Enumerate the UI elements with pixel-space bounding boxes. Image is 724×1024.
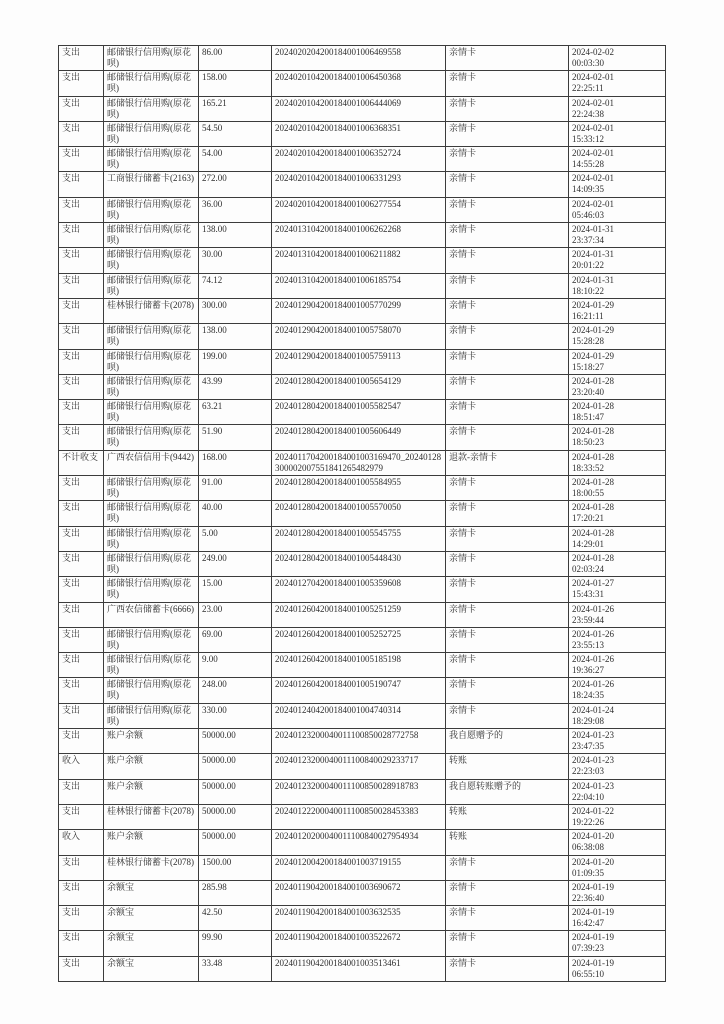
cell-note: 亲情卡 <box>446 121 569 146</box>
cell-amount: 40.00 <box>199 501 272 526</box>
cell-transaction-id: 2024011704200184001003169470_20240128300002007551841265482979 <box>272 450 446 475</box>
cell-amount: 199.00 <box>199 349 272 374</box>
transaction-row <box>59 374 666 399</box>
cell-transaction-id: 2024011904200184001003690672 <box>272 880 446 905</box>
cell-note: 亲情卡 <box>446 324 569 349</box>
cell-datetime: 2024-01-28 18:51:47 <box>569 400 666 425</box>
cell-note: 亲情卡 <box>446 172 569 197</box>
cell-amount: 30.00 <box>199 248 272 273</box>
cell-note: 亲情卡 <box>446 248 569 273</box>
cell-amount: 33.48 <box>199 956 272 981</box>
cell-datetime: 2024-01-28 23:20:40 <box>569 374 666 399</box>
transaction-row <box>59 147 666 172</box>
transaction-row <box>59 121 666 146</box>
transaction-row <box>59 956 666 981</box>
cell-flow-type: 支出 <box>59 804 104 829</box>
cell-account: 邮储银行信用购(原花呗) <box>104 223 199 248</box>
cell-note: 我自愿赠予的 <box>446 729 569 754</box>
cell-account: 桂林银行储蓄卡(2078) <box>104 804 199 829</box>
cell-datetime: 2024-01-19 06:55:10 <box>569 956 666 981</box>
cell-flow-type: 支出 <box>59 501 104 526</box>
transaction-row <box>59 96 666 121</box>
cell-account: 余额宝 <box>104 931 199 956</box>
cell-datetime: 2024-02-01 14:55:28 <box>569 147 666 172</box>
cell-amount: 330.00 <box>199 703 272 728</box>
cell-flow-type: 支出 <box>59 906 104 931</box>
cell-note: 亲情卡 <box>446 501 569 526</box>
cell-amount: 63.21 <box>199 400 272 425</box>
transaction-row <box>59 273 666 298</box>
cell-account: 余额宝 <box>104 906 199 931</box>
cell-account: 邮储银行信用购(原花呗) <box>104 501 199 526</box>
transaction-row <box>59 627 666 652</box>
transaction-row <box>59 931 666 956</box>
cell-flow-type: 支出 <box>59 400 104 425</box>
cell-amount: 158.00 <box>199 71 272 96</box>
cell-amount: 69.00 <box>199 627 272 652</box>
cell-amount: 51.90 <box>199 425 272 450</box>
cell-note: 亲情卡 <box>446 577 569 602</box>
cell-datetime: 2024-01-31 20:01:22 <box>569 248 666 273</box>
cell-note: 亲情卡 <box>446 400 569 425</box>
cell-amount: 1500.00 <box>199 855 272 880</box>
cell-flow-type: 支出 <box>59 577 104 602</box>
cell-datetime: 2024-01-26 18:24:35 <box>569 678 666 703</box>
cell-transaction-id: 20240122200040011100850028453383 <box>272 804 446 829</box>
cell-note: 亲情卡 <box>446 197 569 222</box>
cell-transaction-id: 2024012904200184001005770299 <box>272 298 446 323</box>
cell-flow-type: 支出 <box>59 248 104 273</box>
transaction-row <box>59 298 666 323</box>
cell-flow-type: 支出 <box>59 653 104 678</box>
transaction-row <box>59 779 666 804</box>
cell-note: 亲情卡 <box>446 298 569 323</box>
transaction-row <box>59 678 666 703</box>
cell-account: 账户余额 <box>104 830 199 855</box>
cell-amount: 43.99 <box>199 374 272 399</box>
cell-transaction-id: 2024012904200184001005759113 <box>272 349 446 374</box>
cell-note: 亲情卡 <box>446 678 569 703</box>
cell-transaction-id: 2024012704200184001005359608 <box>272 577 446 602</box>
cell-account: 余额宝 <box>104 880 199 905</box>
cell-flow-type: 支出 <box>59 526 104 551</box>
cell-datetime: 2024-01-23 23:47:35 <box>569 729 666 754</box>
cell-transaction-id: 2024020104200184001006277554 <box>272 197 446 222</box>
cell-amount: 99.90 <box>199 931 272 956</box>
transaction-row <box>59 804 666 829</box>
cell-flow-type: 支出 <box>59 880 104 905</box>
transaction-row <box>59 400 666 425</box>
transaction-row <box>59 754 666 779</box>
cell-note: 亲情卡 <box>446 147 569 172</box>
cell-flow-type: 支出 <box>59 197 104 222</box>
cell-account: 邮储银行信用购(原花呗) <box>104 197 199 222</box>
transaction-row <box>59 425 666 450</box>
transaction-row <box>59 223 666 248</box>
transaction-row <box>59 324 666 349</box>
cell-account: 邮储银行信用购(原花呗) <box>104 374 199 399</box>
cell-account: 邮储银行信用购(原花呗) <box>104 71 199 96</box>
cell-amount: 285.98 <box>199 880 272 905</box>
cell-transaction-id: 2024020204200184001006469558 <box>272 46 446 71</box>
cell-datetime: 2024-02-01 15:33:12 <box>569 121 666 146</box>
cell-account: 桂林银行储蓄卡(2078) <box>104 855 199 880</box>
cell-account: 邮储银行信用购(原花呗) <box>104 703 199 728</box>
cell-amount: 272.00 <box>199 172 272 197</box>
cell-amount: 54.50 <box>199 121 272 146</box>
cell-amount: 138.00 <box>199 223 272 248</box>
transaction-row <box>59 703 666 728</box>
cell-datetime: 2024-01-26 23:59:44 <box>569 602 666 627</box>
transaction-row <box>59 729 666 754</box>
cell-account: 邮储银行信用购(原花呗) <box>104 273 199 298</box>
cell-datetime: 2024-01-24 18:29:08 <box>569 703 666 728</box>
cell-transaction-id: 2024012804200184001005582547 <box>272 400 446 425</box>
cell-transaction-id: 2024020104200184001006331293 <box>272 172 446 197</box>
cell-account: 邮储银行信用购(原花呗) <box>104 121 199 146</box>
cell-note: 亲情卡 <box>446 71 569 96</box>
cell-transaction-id: 2024012804200184001005654129 <box>272 374 446 399</box>
transaction-row <box>59 172 666 197</box>
cell-datetime: 2024-01-29 15:18:27 <box>569 349 666 374</box>
cell-transaction-id: 2024012804200184001005448430 <box>272 551 446 576</box>
cell-datetime: 2024-01-22 19:22:26 <box>569 804 666 829</box>
cell-amount: 50000.00 <box>199 779 272 804</box>
cell-datetime: 2024-01-28 18:50:23 <box>569 425 666 450</box>
cell-flow-type: 支出 <box>59 298 104 323</box>
cell-datetime: 2024-01-28 02:03:24 <box>569 551 666 576</box>
cell-note: 转账 <box>446 804 569 829</box>
cell-note: 亲情卡 <box>446 526 569 551</box>
cell-flow-type: 支出 <box>59 551 104 576</box>
cell-datetime: 2024-01-29 15:28:28 <box>569 324 666 349</box>
cell-flow-type: 支出 <box>59 855 104 880</box>
cell-datetime: 2024-01-26 23:55:13 <box>569 627 666 652</box>
cell-note: 亲情卡 <box>446 627 569 652</box>
cell-amount: 15.00 <box>199 577 272 602</box>
transaction-row <box>59 501 666 526</box>
cell-account: 邮储银行信用购(原花呗) <box>104 678 199 703</box>
cell-note: 亲情卡 <box>446 96 569 121</box>
cell-datetime: 2024-02-02 00:03:30 <box>569 46 666 71</box>
cell-datetime: 2024-01-28 18:00:55 <box>569 476 666 501</box>
cell-flow-type: 支出 <box>59 627 104 652</box>
cell-datetime: 2024-02-01 22:25:11 <box>569 71 666 96</box>
cell-datetime: 2024-01-28 18:33:52 <box>569 450 666 475</box>
transaction-row <box>59 880 666 905</box>
cell-note: 转账 <box>446 830 569 855</box>
cell-amount: 168.00 <box>199 450 272 475</box>
cell-account: 桂林银行储蓄卡(2078) <box>104 298 199 323</box>
cell-flow-type: 支出 <box>59 349 104 374</box>
cell-note: 亲情卡 <box>446 653 569 678</box>
cell-datetime: 2024-01-23 22:23:03 <box>569 754 666 779</box>
cell-flow-type: 支出 <box>59 273 104 298</box>
cell-amount: 74.12 <box>199 273 272 298</box>
cell-flow-type: 支出 <box>59 931 104 956</box>
cell-transaction-id: 2024012604200184001005252725 <box>272 627 446 652</box>
cell-flow-type: 支出 <box>59 172 104 197</box>
cell-transaction-id: 2024012804200184001005570050 <box>272 501 446 526</box>
cell-transaction-id: 2024013104200184001006185754 <box>272 273 446 298</box>
cell-datetime: 2024-01-19 16:42:47 <box>569 906 666 931</box>
cell-transaction-id: 2024012804200184001005584955 <box>272 476 446 501</box>
cell-account: 邮储银行信用购(原花呗) <box>104 653 199 678</box>
transaction-row <box>59 46 666 71</box>
cell-datetime: 2024-02-01 14:09:35 <box>569 172 666 197</box>
cell-account: 邮储银行信用购(原花呗) <box>104 476 199 501</box>
cell-amount: 50000.00 <box>199 830 272 855</box>
cell-account: 邮储银行信用购(原花呗) <box>104 349 199 374</box>
cell-datetime: 2024-01-20 06:38:08 <box>569 830 666 855</box>
cell-amount: 91.00 <box>199 476 272 501</box>
cell-flow-type: 支出 <box>59 121 104 146</box>
cell-amount: 54.00 <box>199 147 272 172</box>
cell-datetime: 2024-01-31 18:10:22 <box>569 273 666 298</box>
cell-transaction-id: 2024012604200184001005251259 <box>272 602 446 627</box>
cell-account: 账户余额 <box>104 729 199 754</box>
cell-amount: 248.00 <box>199 678 272 703</box>
cell-note: 亲情卡 <box>446 880 569 905</box>
cell-flow-type: 收入 <box>59 754 104 779</box>
cell-note: 亲情卡 <box>446 931 569 956</box>
cell-transaction-id: 20240120200040011100840027954934 <box>272 830 446 855</box>
cell-transaction-id: 2024012604200184001005185198 <box>272 653 446 678</box>
cell-datetime: 2024-02-01 22:24:38 <box>569 96 666 121</box>
cell-account: 邮储银行信用购(原花呗) <box>104 551 199 576</box>
transaction-row <box>59 349 666 374</box>
cell-account: 邮储银行信用购(原花呗) <box>104 46 199 71</box>
cell-datetime: 2024-02-01 05:46:03 <box>569 197 666 222</box>
transaction-row <box>59 551 666 576</box>
cell-flow-type: 不计收支 <box>59 450 104 475</box>
cell-transaction-id: 2024020104200184001006444069 <box>272 96 446 121</box>
cell-flow-type: 支出 <box>59 223 104 248</box>
cell-transaction-id: 2024012804200184001005606449 <box>272 425 446 450</box>
cell-account: 邮储银行信用购(原花呗) <box>104 96 199 121</box>
cell-account: 账户余额 <box>104 779 199 804</box>
cell-flow-type: 支出 <box>59 602 104 627</box>
transaction-row <box>59 526 666 551</box>
cell-flow-type: 支出 <box>59 678 104 703</box>
cell-transaction-id: 2024012904200184001005758070 <box>272 324 446 349</box>
transaction-row <box>59 830 666 855</box>
cell-transaction-id: 2024020104200184001006352724 <box>272 147 446 172</box>
cell-transaction-id: 20240123200040011100840029233717 <box>272 754 446 779</box>
cell-flow-type: 支出 <box>59 476 104 501</box>
cell-flow-type: 支出 <box>59 425 104 450</box>
cell-account: 邮储银行信用购(原花呗) <box>104 526 199 551</box>
cell-transaction-id: 2024011904200184001003632535 <box>272 906 446 931</box>
cell-account: 邮储银行信用购(原花呗) <box>104 577 199 602</box>
transaction-row <box>59 906 666 931</box>
transaction-row <box>59 476 666 501</box>
cell-amount: 23.00 <box>199 602 272 627</box>
cell-note: 亲情卡 <box>446 956 569 981</box>
cell-transaction-id: 2024011904200184001003513461 <box>272 956 446 981</box>
cell-transaction-id: 20240123200040011100850028772758 <box>272 729 446 754</box>
cell-flow-type: 收入 <box>59 830 104 855</box>
cell-amount: 9.00 <box>199 653 272 678</box>
cell-account: 邮储银行信用购(原花呗) <box>104 425 199 450</box>
cell-account: 账户余额 <box>104 754 199 779</box>
cell-amount: 165.21 <box>199 96 272 121</box>
cell-transaction-id: 20240123200040011100850028918783 <box>272 779 446 804</box>
cell-datetime: 2024-01-29 16:21:11 <box>569 298 666 323</box>
transactions-table <box>58 45 666 982</box>
cell-flow-type: 支出 <box>59 147 104 172</box>
cell-datetime: 2024-01-28 14:29:01 <box>569 526 666 551</box>
cell-note: 亲情卡 <box>446 46 569 71</box>
cell-datetime: 2024-01-27 15:43:31 <box>569 577 666 602</box>
cell-note: 亲情卡 <box>446 703 569 728</box>
cell-note: 亲情卡 <box>446 349 569 374</box>
cell-flow-type: 支出 <box>59 703 104 728</box>
cell-amount: 249.00 <box>199 551 272 576</box>
transaction-row <box>59 653 666 678</box>
transaction-row <box>59 855 666 880</box>
cell-note: 亲情卡 <box>446 855 569 880</box>
cell-flow-type: 支出 <box>59 324 104 349</box>
cell-note: 亲情卡 <box>446 374 569 399</box>
cell-datetime: 2024-01-31 23:37:34 <box>569 223 666 248</box>
cell-datetime: 2024-01-20 01:09:35 <box>569 855 666 880</box>
cell-amount: 36.00 <box>199 197 272 222</box>
cell-datetime: 2024-01-23 22:04:10 <box>569 779 666 804</box>
cell-account: 邮储银行信用购(原花呗) <box>104 324 199 349</box>
cell-amount: 50000.00 <box>199 729 272 754</box>
cell-flow-type: 支出 <box>59 956 104 981</box>
cell-flow-type: 支出 <box>59 46 104 71</box>
cell-amount: 86.00 <box>199 46 272 71</box>
cell-transaction-id: 2024012004200184001003719155 <box>272 855 446 880</box>
cell-amount: 50000.00 <box>199 804 272 829</box>
cell-note: 亲情卡 <box>446 223 569 248</box>
cell-note: 亲情卡 <box>446 602 569 627</box>
cell-transaction-id: 2024020104200184001006368351 <box>272 121 446 146</box>
cell-account: 邮储银行信用购(原花呗) <box>104 147 199 172</box>
cell-amount: 50000.00 <box>199 754 272 779</box>
cell-account: 广西农信储蓄卡(6666) <box>104 602 199 627</box>
cell-datetime: 2024-01-19 22:36:40 <box>569 880 666 905</box>
cell-note: 转账 <box>446 754 569 779</box>
cell-transaction-id: 2024011904200184001003522672 <box>272 931 446 956</box>
cell-note: 退款-亲情卡 <box>446 450 569 475</box>
cell-transaction-id: 2024020104200184001006450368 <box>272 71 446 96</box>
cell-account: 邮储银行信用购(原花呗) <box>104 400 199 425</box>
cell-note: 亲情卡 <box>446 551 569 576</box>
cell-account: 工商银行储蓄卡(2163) <box>104 172 199 197</box>
cell-account: 邮储银行信用购(原花呗) <box>104 248 199 273</box>
cell-amount: 42.50 <box>199 906 272 931</box>
cell-account: 广西农信信用卡(9442) <box>104 450 199 475</box>
cell-datetime: 2024-01-28 17:20:21 <box>569 501 666 526</box>
cell-transaction-id: 2024012804200184001005545755 <box>272 526 446 551</box>
cell-flow-type: 支出 <box>59 374 104 399</box>
cell-flow-type: 支出 <box>59 729 104 754</box>
transaction-row <box>59 71 666 96</box>
cell-note: 亲情卡 <box>446 906 569 931</box>
cell-note: 亲情卡 <box>446 273 569 298</box>
cell-datetime: 2024-01-19 07:39:23 <box>569 931 666 956</box>
cell-transaction-id: 2024012604200184001005190747 <box>272 678 446 703</box>
cell-transaction-id: 2024013104200184001006211882 <box>272 248 446 273</box>
cell-note: 亲情卡 <box>446 476 569 501</box>
transactions-body <box>59 46 666 982</box>
cell-amount: 300.00 <box>199 298 272 323</box>
cell-datetime: 2024-01-26 19:36:27 <box>569 653 666 678</box>
transaction-row <box>59 577 666 602</box>
transaction-row <box>59 450 666 475</box>
cell-flow-type: 支出 <box>59 96 104 121</box>
transaction-row <box>59 248 666 273</box>
cell-flow-type: 支出 <box>59 71 104 96</box>
cell-transaction-id: 2024013104200184001006262268 <box>272 223 446 248</box>
cell-account: 余额宝 <box>104 956 199 981</box>
cell-note: 亲情卡 <box>446 425 569 450</box>
transaction-row <box>59 197 666 222</box>
cell-transaction-id: 2024012404200184001004740314 <box>272 703 446 728</box>
cell-flow-type: 支出 <box>59 779 104 804</box>
cell-note: 我自愿转账赠予的 <box>446 779 569 804</box>
cell-account: 邮储银行信用购(原花呗) <box>104 627 199 652</box>
transaction-row <box>59 602 666 627</box>
cell-amount: 138.00 <box>199 324 272 349</box>
cell-amount: 5.00 <box>199 526 272 551</box>
